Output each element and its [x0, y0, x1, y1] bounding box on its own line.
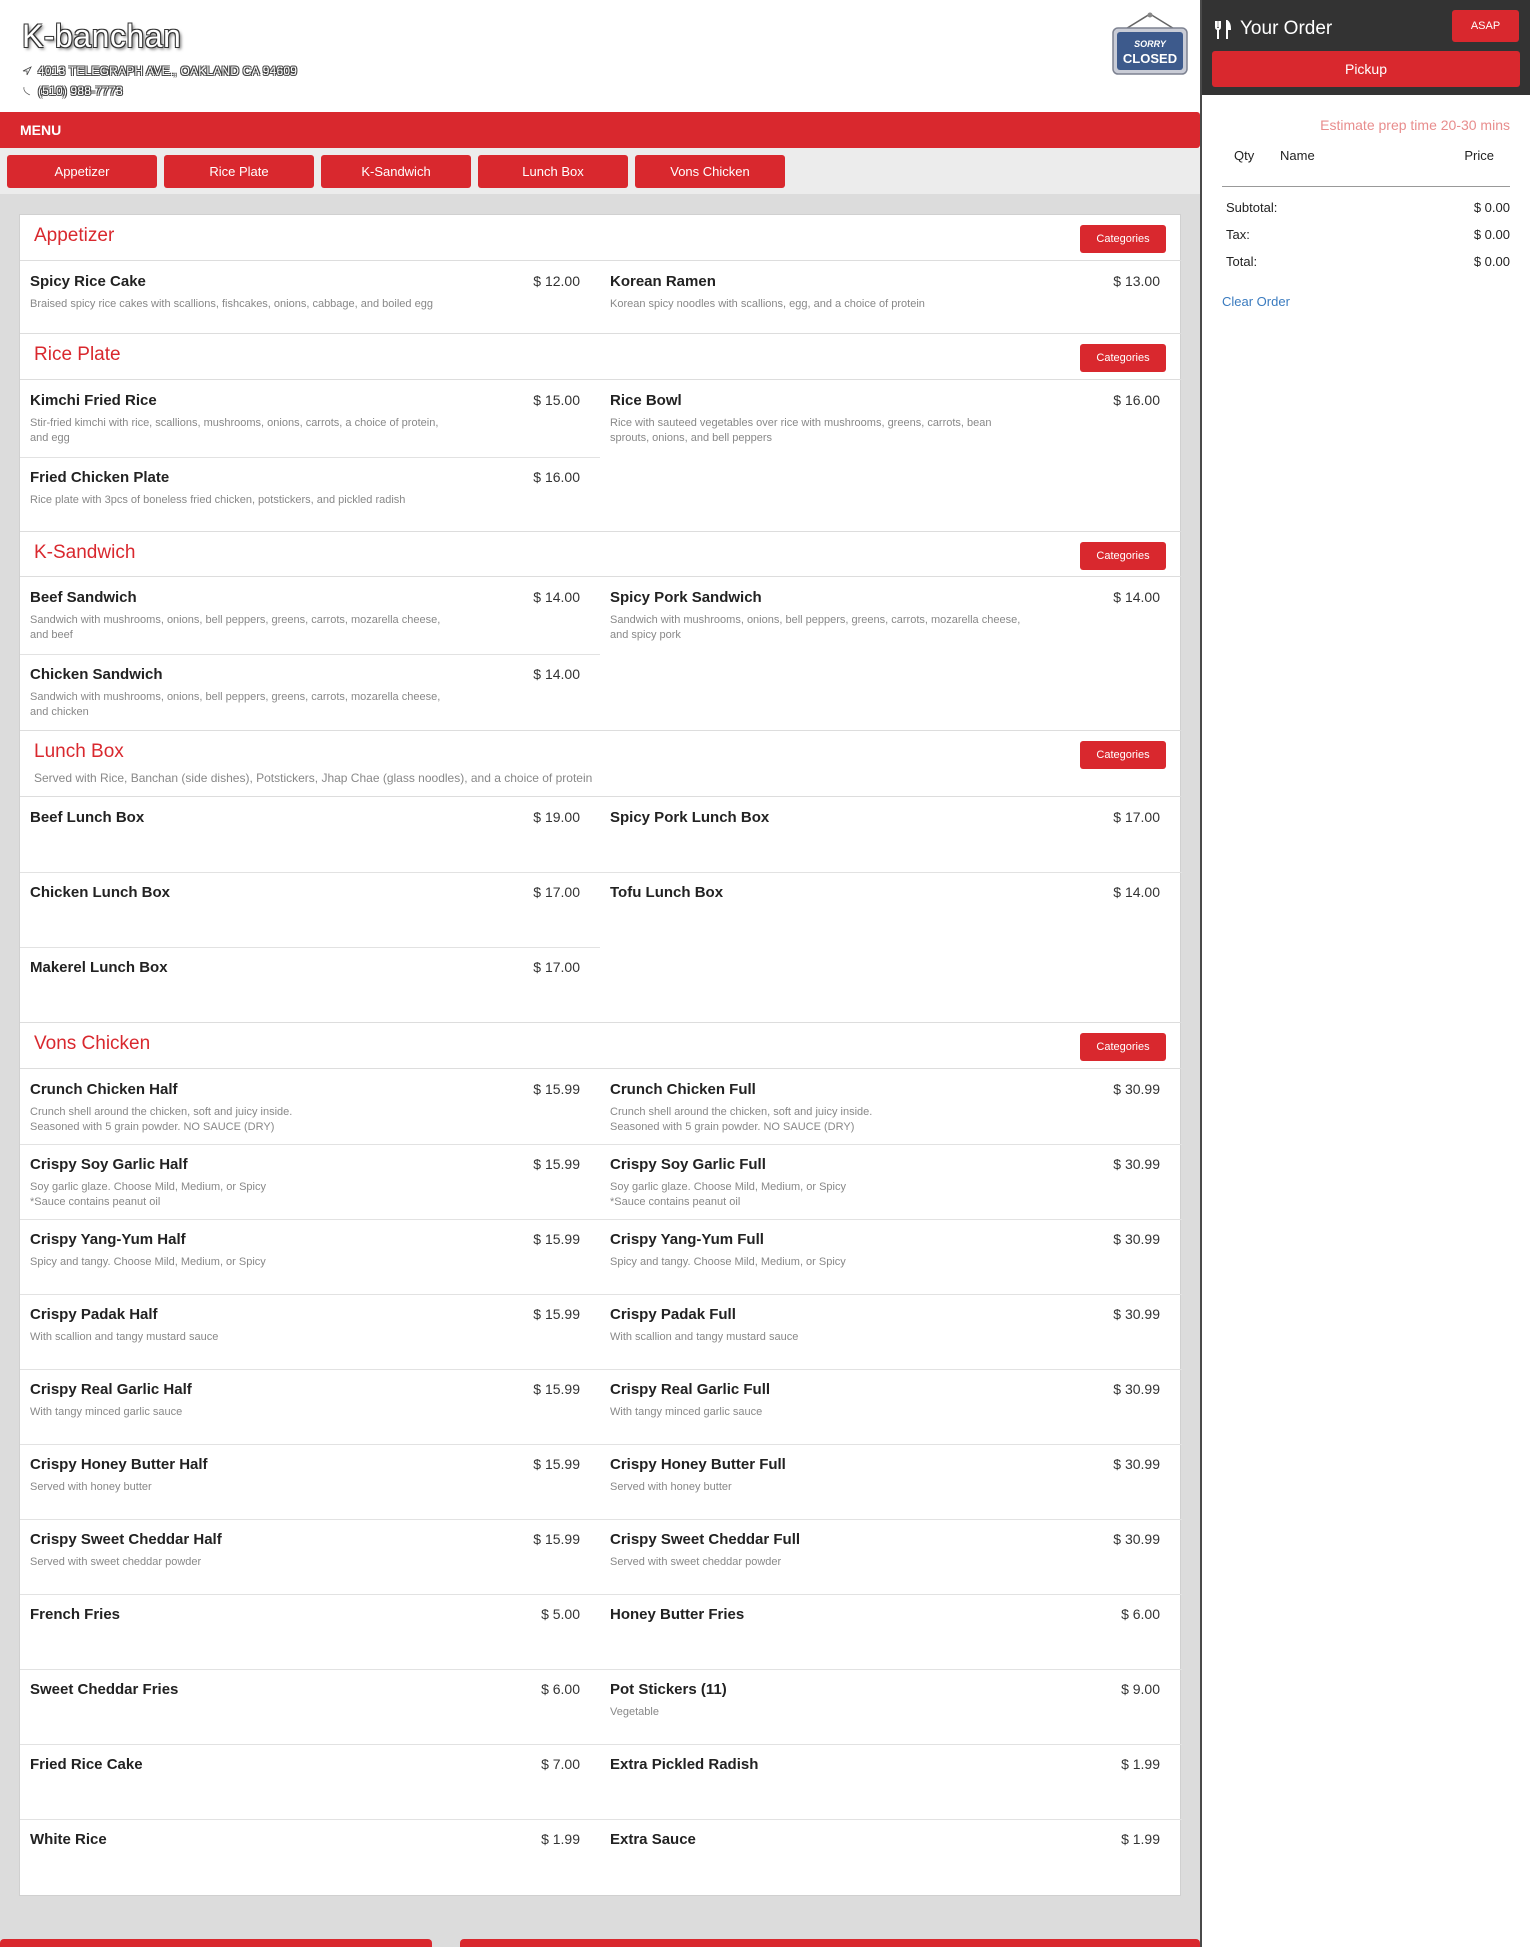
total-label: Total:	[1226, 254, 1258, 269]
item-description-line: Crunch shell around the chicken, soft and juicy inside.	[610, 1106, 873, 1118]
restaurant-name: K-banchan	[22, 18, 182, 54]
section-header-vons-chicken	[20, 1022, 1182, 1069]
item-description-line: Spicy and tangy. Choose Mild, Medium, or Spicy	[30, 1256, 266, 1268]
item-description	[610, 1330, 1030, 1345]
item-name: Korean Ramen	[610, 273, 716, 290]
item-description	[30, 1405, 450, 1420]
categories-button[interactable]: Categories	[1080, 542, 1166, 570]
menu-item[interactable]	[20, 1594, 590, 1669]
item-price: $ 30.99	[1113, 1231, 1160, 1247]
menu-item[interactable]	[20, 1744, 590, 1819]
item-name: Crispy Yang-Yum Full	[610, 1231, 764, 1248]
order-title: Your Order	[1240, 18, 1333, 39]
menu-bar	[0, 112, 1200, 148]
item-price: $ 14.00	[1113, 589, 1160, 605]
qty-column-header: Qty	[1234, 148, 1255, 163]
item-description: Sandwich with mushrooms, onions, bell peppers, greens, carrots, mozarella cheese, and chicken	[30, 691, 441, 718]
item-name: Tofu Lunch Box	[610, 884, 724, 901]
menu-item[interactable]	[600, 380, 1170, 457]
item-price: $ 6.00	[541, 1681, 580, 1697]
item-name: Kimchi Fried Rice	[30, 392, 157, 409]
item-price: $ 15.00	[533, 392, 580, 408]
menu-content	[0, 194, 1200, 1947]
item-name: Crispy Soy Garlic Full	[610, 1156, 766, 1173]
menu-item[interactable]	[20, 1444, 590, 1519]
item-description-line: With scallion and tangy mustard sauce	[30, 1331, 219, 1343]
closed-sign-top: SORRY	[1134, 39, 1166, 49]
section-title: Vons Chicken	[34, 1033, 151, 1054]
menu-item[interactable]	[20, 577, 590, 654]
item-name: Extra Sauce	[610, 1831, 696, 1848]
item-description	[610, 1255, 1030, 1270]
item-price: $ 7.00	[541, 1756, 580, 1772]
order-sidebar	[1200, 0, 1530, 1947]
menu-item[interactable]	[600, 1294, 1170, 1369]
subtotal-value: $ 0.00	[1473, 200, 1510, 215]
item-name: Crispy Sweet Cheddar Full	[610, 1531, 801, 1548]
item-description	[30, 1255, 450, 1270]
item-name: Crispy Padak Half	[30, 1306, 158, 1323]
menu-item[interactable]	[600, 1144, 1170, 1219]
clear-order-link[interactable]: Clear Order	[1222, 294, 1290, 309]
phone-line	[22, 84, 123, 98]
order-header	[1202, 0, 1530, 95]
section-title: Rice Plate	[34, 344, 121, 365]
item-price: $ 15.99	[533, 1456, 580, 1472]
item-description-line: Vegetable	[610, 1706, 659, 1718]
item-name: Crispy Soy Garlic Half	[30, 1156, 188, 1173]
menu-item[interactable]	[600, 1669, 1170, 1744]
pickup-button[interactable]: Pickup	[1212, 51, 1520, 87]
item-description-line: Served with honey butter	[610, 1481, 732, 1493]
menu-item[interactable]	[20, 797, 590, 872]
menu-item[interactable]	[20, 1369, 590, 1444]
menu-item[interactable]	[20, 1294, 590, 1369]
item-price: $ 13.00	[1113, 273, 1160, 289]
item-description-line: Spicy and tangy. Choose Mild, Medium, or Spicy	[610, 1256, 846, 1268]
item-description: Sandwich with mushrooms, onions, bell peppers, greens, carrots, mozarella cheese, and spicy pork	[610, 614, 1021, 641]
item-price: $ 30.99	[1113, 1156, 1160, 1172]
item-price: $ 15.99	[533, 1306, 580, 1322]
item-description: Korean spicy noodles with scallions, egg, and a choice of protein	[610, 298, 925, 310]
name-column-header: Name	[1280, 148, 1315, 163]
item-description	[30, 1555, 450, 1570]
subtotal-label: Subtotal:	[1226, 200, 1278, 215]
item-price: $ 5.00	[541, 1606, 580, 1622]
menu-item[interactable]	[600, 1594, 1170, 1669]
menu-item[interactable]	[600, 1519, 1170, 1594]
section-title: Lunch Box	[34, 741, 124, 762]
item-price: $ 30.99	[1113, 1306, 1160, 1322]
item-name: Extra Pickled Radish	[610, 1756, 759, 1773]
tax-label: Tax:	[1226, 227, 1250, 242]
category-button-rice-plate[interactable]: Rice Plate	[164, 155, 314, 188]
menu-label: MENU	[20, 122, 62, 138]
item-description	[610, 1405, 1030, 1420]
category-button-vons-chicken[interactable]: Vons Chicken	[635, 155, 785, 188]
item-name: Crispy Yang-Yum Half	[30, 1231, 186, 1248]
item-name: Sweet Cheddar Fries	[30, 1681, 179, 1698]
restaurant-header	[0, 0, 1200, 112]
item-price: $ 15.99	[533, 1381, 580, 1397]
item-name: Crispy Real Garlic Full	[610, 1381, 771, 1398]
section-subtitle: Served with Rice, Banchan (side dishes), Potstickers, Jhap Chae (glass noodles), and a choice of protein	[34, 771, 593, 785]
item-name: Fried Rice Cake	[30, 1756, 143, 1773]
item-description	[610, 1180, 1030, 1210]
menu-item[interactable]	[20, 380, 590, 457]
item-description-line: Served with honey butter	[30, 1481, 152, 1493]
item-name: French Fries	[30, 1606, 121, 1623]
item-name: Makerel Lunch Box	[30, 959, 168, 976]
menu-item[interactable]	[20, 1219, 590, 1294]
utensils-icon	[1214, 20, 1232, 40]
item-description-line: *Sauce contains peanut oil	[30, 1196, 161, 1208]
menu-item[interactable]	[600, 1069, 1170, 1144]
item-description: Rice plate with 3pcs of boneless fried chicken, potstickers, and pickled radish	[30, 494, 406, 506]
item-name: Crunch Chicken Half	[30, 1081, 178, 1098]
menu-item[interactable]	[20, 457, 590, 531]
item-price: $ 19.00	[533, 809, 580, 825]
price-column-header: Price	[1464, 148, 1494, 163]
item-price: $ 14.00	[533, 589, 580, 605]
item-price: $ 9.00	[1121, 1681, 1160, 1697]
section-title: K-Sandwich	[34, 542, 136, 563]
item-price: $ 14.00	[533, 666, 580, 682]
section-title: Appetizer	[34, 225, 115, 246]
item-description-line: With tangy minced garlic sauce	[610, 1406, 763, 1418]
item-name: Crispy Honey Butter Full	[610, 1456, 786, 1473]
item-price: $ 6.00	[1121, 1606, 1160, 1622]
menu-item[interactable]	[600, 577, 1170, 654]
phone-text[interactable]: (510) 988-7773	[38, 84, 123, 98]
item-price: $ 15.99	[533, 1231, 580, 1247]
tax-value: $ 0.00	[1473, 227, 1510, 242]
item-description-line: Soy garlic glaze. Choose Mild, Medium, or Spicy	[30, 1181, 266, 1193]
item-price: $ 17.00	[1113, 809, 1160, 825]
menu-item[interactable]	[20, 1144, 590, 1219]
item-name: Crispy Honey Butter Half	[30, 1456, 208, 1473]
category-nav	[0, 148, 1200, 194]
item-name: Pot Stickers (11)	[610, 1681, 727, 1698]
item-name: Crispy Sweet Cheddar Half	[30, 1531, 222, 1548]
item-description-line: *Sauce contains peanut oil	[610, 1196, 741, 1208]
item-description-line: With scallion and tangy mustard sauce	[610, 1331, 799, 1343]
category-button-appetizer[interactable]: Appetizer	[7, 155, 157, 188]
address-text: 4013 TELEGRAPH AVE., OAKLAND CA 94609	[38, 64, 298, 78]
menu-item[interactable]	[600, 1819, 1170, 1894]
section-header-rice-plate	[20, 333, 1182, 380]
asap-button[interactable]: ASAP	[1452, 10, 1519, 42]
item-description: Sandwich with mushrooms, onions, bell peppers, greens, carrots, mozarella cheese, and beef	[30, 614, 441, 641]
item-name: Chicken Lunch Box	[30, 884, 171, 901]
bottom-button-left[interactable]	[0, 1939, 432, 1947]
address-line	[22, 64, 297, 78]
section-header-k-sandwich	[20, 531, 1182, 577]
item-name: Spicy Pork Sandwich	[610, 589, 762, 606]
menu-item[interactable]	[20, 1519, 590, 1594]
item-description	[30, 1105, 450, 1135]
menu-item[interactable]	[600, 797, 1170, 872]
item-description-line: Soy garlic glaze. Choose Mild, Medium, or Spicy	[610, 1181, 846, 1193]
item-description	[610, 1705, 1030, 1720]
menu-item[interactable]	[20, 261, 590, 333]
item-price: $ 30.99	[1113, 1381, 1160, 1397]
item-description-line: Seasoned with 5 grain powder. NO SAUCE (DRY)	[610, 1121, 855, 1133]
category-button-lunch-box[interactable]: Lunch Box	[478, 155, 628, 188]
closed-sign-icon	[1110, 12, 1190, 78]
item-description-line: Seasoned with 5 grain powder. NO SAUCE (DRY)	[30, 1121, 275, 1133]
item-name: Rice Bowl	[610, 392, 682, 409]
item-name: Fried Chicken Plate	[30, 469, 170, 486]
item-name: Crunch Chicken Full	[610, 1081, 756, 1098]
item-price: $ 30.99	[1113, 1081, 1160, 1097]
location-icon	[22, 66, 32, 76]
item-price: $ 1.99	[541, 1831, 580, 1847]
menu-item[interactable]	[20, 1819, 590, 1894]
closed-sign-bottom: CLOSED	[1122, 51, 1178, 66]
item-price: $ 14.00	[1113, 884, 1160, 900]
item-name: Honey Butter Fries	[610, 1606, 745, 1623]
menu-item[interactable]	[20, 654, 590, 730]
item-description-line: Crunch shell around the chicken, soft and juicy inside.	[30, 1106, 293, 1118]
item-name: Beef Lunch Box	[30, 809, 145, 826]
item-price: $ 15.99	[533, 1081, 580, 1097]
item-description-line: With tangy minced garlic sauce	[30, 1406, 183, 1418]
item-description: Braised spicy rice cakes with scallions, fishcakes, onions, cabbage, and boiled egg	[30, 298, 433, 310]
item-price: $ 1.99	[1121, 1831, 1160, 1847]
item-price: $ 30.99	[1113, 1531, 1160, 1547]
menu-item[interactable]	[20, 947, 590, 1022]
item-price: $ 17.00	[533, 884, 580, 900]
menu-item[interactable]	[600, 1369, 1170, 1444]
item-description	[610, 1480, 1030, 1495]
table-divider	[1222, 186, 1510, 187]
menu-item[interactable]	[20, 872, 590, 947]
item-price: $ 30.99	[1113, 1456, 1160, 1472]
categories-button[interactable]: Categories	[1080, 1033, 1166, 1061]
item-name: Crispy Padak Full	[610, 1306, 736, 1323]
item-description	[30, 1330, 450, 1345]
item-price: $ 16.00	[533, 469, 580, 485]
menu-card	[19, 214, 1181, 1896]
item-price: $ 16.00	[1113, 392, 1160, 408]
item-price: $ 12.00	[533, 273, 580, 289]
categories-button[interactable]: Categories	[1080, 344, 1166, 372]
item-name: Beef Sandwich	[30, 589, 137, 606]
item-description	[610, 1105, 1030, 1135]
categories-button[interactable]: Categories	[1080, 225, 1166, 253]
bottom-button-right[interactable]	[460, 1939, 1200, 1947]
menu-item[interactable]	[600, 1744, 1170, 1819]
item-name: Chicken Sandwich	[30, 666, 163, 683]
menu-item[interactable]	[600, 1444, 1170, 1519]
item-name: Spicy Rice Cake	[30, 273, 146, 290]
menu-item[interactable]	[600, 261, 1170, 333]
item-name: White Rice	[30, 1831, 107, 1848]
category-button-k-sandwich[interactable]: K-Sandwich	[321, 155, 471, 188]
item-description: Stir-fried kimchi with rice, scallions, mushrooms, onions, carrots, a choice of protein, and egg	[30, 417, 439, 444]
menu-item[interactable]	[600, 872, 1170, 947]
total-value: $ 0.00	[1473, 254, 1510, 269]
item-price: $ 15.99	[533, 1531, 580, 1547]
item-price: $ 15.99	[533, 1156, 580, 1172]
prep-time-note: Estimate prep time 20-30 mins	[1320, 117, 1510, 133]
item-name: Spicy Pork Lunch Box	[610, 809, 770, 826]
menu-item[interactable]	[20, 1669, 590, 1744]
item-price: $ 17.00	[533, 959, 580, 975]
categories-button[interactable]: Categories	[1080, 741, 1166, 769]
item-description	[30, 1180, 450, 1210]
item-description-line: Served with sweet cheddar powder	[610, 1556, 782, 1568]
menu-item[interactable]	[600, 1219, 1170, 1294]
item-description-line: Served with sweet cheddar powder	[30, 1556, 202, 1568]
item-description	[30, 1480, 450, 1495]
item-name: Crispy Real Garlic Half	[30, 1381, 192, 1398]
item-description: Rice with sauteed vegetables over rice with mushrooms, greens, carrots, bean sprouts, onions, and bell peppers	[610, 417, 992, 444]
phone-icon	[22, 86, 32, 96]
item-description	[610, 1555, 1030, 1570]
section-header-lunch-box	[20, 730, 1182, 797]
item-price: $ 1.99	[1121, 1756, 1160, 1772]
menu-item[interactable]	[20, 1069, 590, 1144]
section-header-appetizer	[20, 215, 1182, 261]
